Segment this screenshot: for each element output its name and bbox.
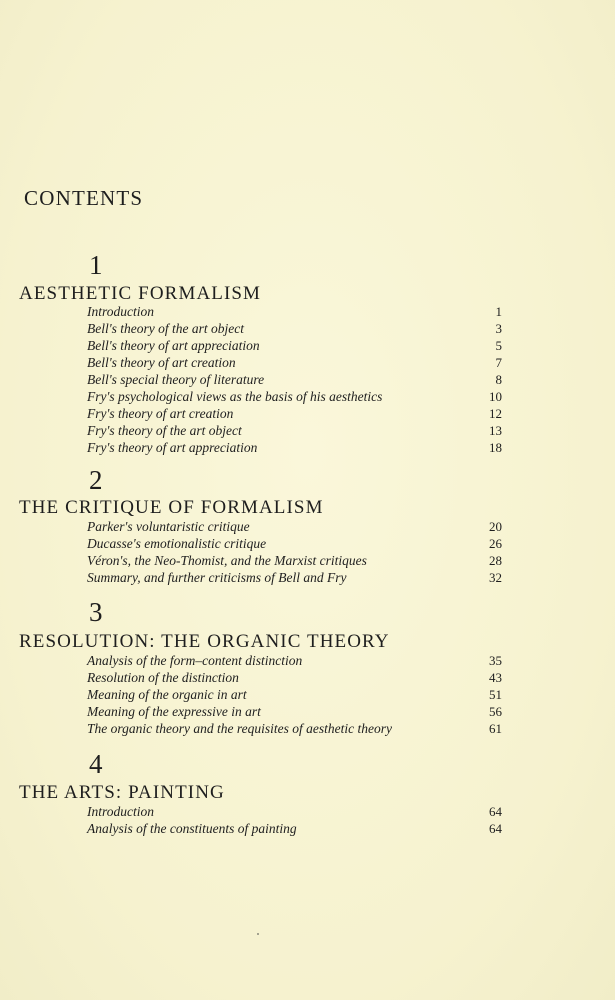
entry-page-number: 5 xyxy=(495,338,502,353)
toc-entry xyxy=(87,652,502,669)
toc-entry xyxy=(87,518,502,535)
toc-entry xyxy=(87,388,502,405)
entry-page-number: 61 xyxy=(489,721,502,736)
entry-page-number: 1 xyxy=(495,304,502,319)
entry-title: Fry's theory of art appreciation xyxy=(87,440,258,455)
entry-page-number: 51 xyxy=(489,687,502,702)
entry-title: Fry's theory of art creation xyxy=(87,406,234,421)
toc-entry xyxy=(87,686,502,703)
entry-title: Meaning of the expressive in art xyxy=(87,704,261,719)
toc-entry xyxy=(87,439,502,456)
entry-title: Resolution of the distinction xyxy=(87,670,239,685)
chapter-title: AESTHETIC FORMALISM xyxy=(19,283,262,304)
toc-entry xyxy=(87,337,502,354)
entry-title: Introduction xyxy=(87,304,154,319)
entry-title: Bell's special theory of literature xyxy=(87,372,265,387)
contents-heading: CONTENTS xyxy=(24,186,144,210)
toc-entry xyxy=(87,354,502,371)
toc-entry xyxy=(87,569,502,586)
entry-title: Fry's theory of the art object xyxy=(87,423,242,438)
entry-page-number: 20 xyxy=(489,519,502,534)
entry-title: Meaning of the organic in art xyxy=(87,687,247,702)
entry-page-number: 8 xyxy=(495,372,502,387)
entry-page-number: 28 xyxy=(489,553,502,568)
toc-entry xyxy=(87,320,502,337)
entry-title: Fry's psychological views as the basis of his aesthetics xyxy=(87,389,383,404)
entry-page-number: 56 xyxy=(489,704,502,719)
entry-page-number: 43 xyxy=(489,670,502,685)
entry-title: Introduction xyxy=(87,804,154,819)
entry-page-number: 18 xyxy=(489,440,502,455)
entry-title: Bell's theory of art appreciation xyxy=(87,338,260,353)
entry-page-number: 32 xyxy=(489,570,502,585)
toc-entry xyxy=(87,405,502,422)
entry-title: Parker's voluntaristic critique xyxy=(87,519,250,534)
entry-title: Analysis of the form–content distinction xyxy=(87,653,303,668)
chapter-title: RESOLUTION: THE ORGANIC THEORY xyxy=(19,631,390,652)
entry-title: Summary, and further criticisms of Bell and Fry xyxy=(87,570,347,585)
entry-page-number: 35 xyxy=(489,653,502,668)
entry-page-number: 64 xyxy=(489,804,502,819)
entry-title: Ducasse's emotionalistic critique xyxy=(87,536,267,551)
entry-page-number: 12 xyxy=(489,406,502,421)
toc-entry xyxy=(87,535,502,552)
entry-title: Analysis of the constituents of painting xyxy=(87,821,297,836)
chapter-number: 2 xyxy=(89,465,103,495)
paper-speck xyxy=(257,933,259,935)
toc-entry xyxy=(87,303,502,320)
entry-page-number: 64 xyxy=(489,821,502,836)
toc-entry xyxy=(87,552,502,569)
toc-entry xyxy=(87,820,502,837)
entry-page-number: 10 xyxy=(489,389,502,404)
entry-page-number: 7 xyxy=(495,355,502,370)
entry-title: Bell's theory of art creation xyxy=(87,355,236,370)
toc-entry xyxy=(87,669,502,686)
chapter-title: THE ARTS: PAINTING xyxy=(19,782,225,803)
toc-entry xyxy=(87,422,502,439)
entry-title: The organic theory and the requisites of aesthetic theory xyxy=(87,721,392,736)
chapter-number: 3 xyxy=(89,597,103,627)
entry-title: Véron's, the Neo-Thomist, and the Marxist critiques xyxy=(87,553,367,568)
chapter-number: 1 xyxy=(89,250,103,280)
toc-entry xyxy=(87,803,502,820)
entry-title: Bell's theory of the art object xyxy=(87,321,244,336)
chapter-number: 4 xyxy=(89,749,103,779)
entry-page-number: 3 xyxy=(495,321,502,336)
toc-entry xyxy=(87,371,502,388)
entry-page-number: 13 xyxy=(489,423,502,438)
toc-entry xyxy=(87,720,502,737)
toc-entry xyxy=(87,703,502,720)
entry-page-number: 26 xyxy=(489,536,502,551)
chapter-title: THE CRITIQUE OF FORMALISM xyxy=(19,497,324,518)
